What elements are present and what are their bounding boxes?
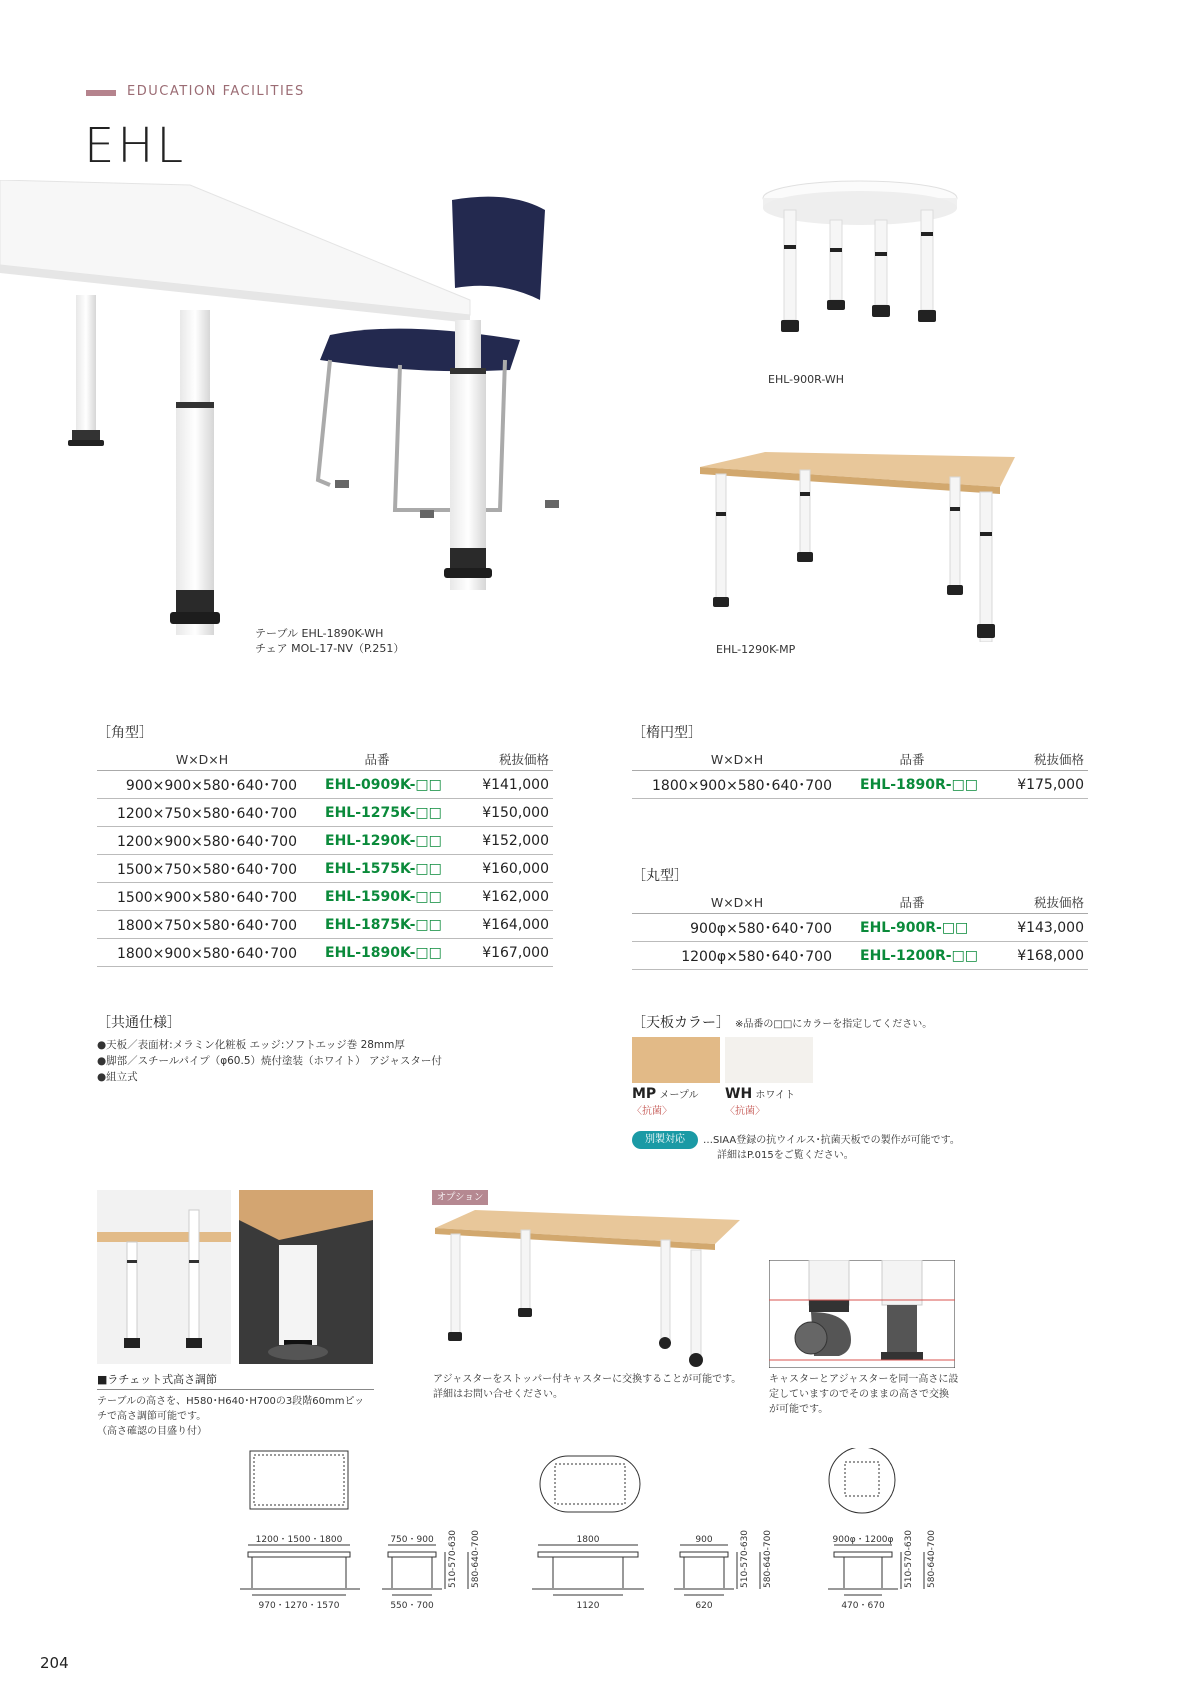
dim-label: 550・700 (390, 1601, 434, 1611)
col-header-code: 品番 (307, 748, 447, 771)
dimension-drawings (210, 1448, 980, 1623)
option-tag: オプション (432, 1190, 488, 1205)
row-code: EHL-1590K-□□ (307, 883, 447, 911)
table-row (97, 827, 553, 855)
row-code: EHL-1290K-□□ (307, 827, 447, 855)
option-text (433, 1372, 741, 1402)
swatch-white (725, 1037, 813, 1083)
row-price: ¥164,000 (447, 911, 553, 939)
ratchet-photo-2 (239, 1190, 373, 1364)
dim-label: 580-640-700 (927, 1529, 937, 1588)
round-table-photo (755, 180, 965, 360)
col-header-price: 税抜価格 (982, 748, 1088, 771)
swatch-white-name: ホワイト (755, 1090, 796, 1101)
dim-label: 750・900 (390, 1535, 434, 1545)
row-dim: 1500×750×580･640･700 (97, 855, 307, 883)
round-table-heading: ［丸型］ (632, 868, 688, 884)
ratchet-title: ■ラチェット式高さ調節 (97, 1373, 218, 1386)
dim-label: 510-570-630 (904, 1529, 914, 1588)
round-table-caption: EHL-900R-WH (768, 373, 844, 386)
common-spec-list (97, 1037, 442, 1085)
row-code: EHL-900R-□□ (842, 914, 982, 942)
common-spec-heading: ［共通仕様］ (97, 1015, 181, 1031)
row-code: EHL-0909K-□□ (307, 771, 447, 799)
oval-price-table (632, 748, 1088, 799)
dim-label: 1200・1500・1800 (255, 1535, 343, 1545)
ratchet-line: テーブルの高さを、H580･H640･H700の3段階60mmピッ (97, 1396, 365, 1407)
swatch-white-label (725, 1086, 795, 1102)
top-color-heading: ［天板カラー］ (632, 1015, 730, 1031)
row-dim: 1200×900×580･640･700 (97, 827, 307, 855)
row-code: EHL-1890K-□□ (307, 939, 447, 967)
caster-text (769, 1372, 958, 1417)
ratchet-text (97, 1394, 364, 1439)
section-label: EDUCATION FACILITIES (127, 84, 305, 99)
table-header-row (97, 748, 553, 771)
table-header-row (632, 891, 1088, 914)
row-dim: 1800×750×580･640･700 (97, 911, 307, 939)
square-price-table (97, 748, 553, 967)
col-header-price: 税抜価格 (447, 748, 553, 771)
maple-table-caption: EHL-1290K-MP (716, 643, 796, 656)
swatch-maple-name: メープル (659, 1090, 699, 1101)
swatch-maple-sub: 〈抗菌〉 (632, 1106, 672, 1117)
table-row (97, 911, 553, 939)
row-code: EHL-1275K-□□ (307, 799, 447, 827)
section-marker (86, 90, 116, 96)
dim-label: 510-570-630 (740, 1529, 750, 1588)
caster-line: キャスターとアジャスターを同一高さに設 (769, 1374, 959, 1385)
special-order-note-line1: …SIAA登録の抗ウイルス･抗菌天板での製作が可能です。 (703, 1135, 960, 1146)
page-number: 204 (40, 1654, 69, 1672)
spec-item: ●脚部／スチールパイプ（φ60.5）焼付塗装（ホワイト） アジャスター付 (97, 1055, 442, 1067)
main-product-photo (0, 180, 560, 640)
swatch-white-sub: 〈抗菌〉 (725, 1106, 765, 1117)
swatch-maple-label (632, 1086, 699, 1102)
main-photo-caption-line2: チェア MOL-17-NV（P.251） (255, 642, 405, 655)
row-code: EHL-1875K-□□ (307, 911, 447, 939)
col-header-dim: W×D×H (632, 748, 842, 771)
dim-label: 510-570-630 (448, 1529, 458, 1588)
dim-label: 900φ・1200φ (832, 1535, 894, 1545)
ratchet-line: チで高さ調節可能です。 (97, 1411, 207, 1422)
dim-label: 970・1270・1570 (258, 1601, 340, 1611)
row-dim: 1200×750×580･640･700 (97, 799, 307, 827)
round-price-table (632, 891, 1088, 970)
table-row (97, 855, 553, 883)
table-row (97, 883, 553, 911)
maple-table-photo (700, 452, 1020, 642)
row-price: ¥143,000 (982, 914, 1088, 942)
option-line: アジャスターをストッパー付キャスターに交換することが可能です。 (433, 1374, 742, 1385)
caster-line: 定していますのでそのままの高さで交換 (769, 1389, 949, 1400)
dim-label: 470・670 (841, 1601, 885, 1611)
swatch-maple (632, 1037, 720, 1083)
product-title: EHL (84, 118, 187, 174)
col-header-price: 税抜価格 (982, 891, 1088, 914)
dim-label: 580-640-700 (471, 1529, 481, 1588)
row-code: EHL-1575K-□□ (307, 855, 447, 883)
oval-table-heading: ［楕円型］ (632, 725, 702, 741)
spec-item: ●天板／表面材:メラミン化粧板 エッジ:ソフトエッジ巻 28mm厚 (97, 1039, 405, 1051)
special-order-badge: 別製対応 (632, 1131, 698, 1149)
col-header-dim: W×D×H (632, 891, 842, 914)
top-color-note: ※品番の□□にカラーを指定してください。 (735, 1019, 933, 1030)
spec-item: ●組立式 (97, 1071, 138, 1083)
row-price: ¥141,000 (447, 771, 553, 799)
col-header-dim: W×D×H (97, 748, 307, 771)
dim-label: 1120 (576, 1601, 600, 1611)
table-row (97, 799, 553, 827)
row-dim: 1500×900×580･640･700 (97, 883, 307, 911)
row-price: ¥175,000 (982, 771, 1088, 799)
square-table-heading: ［角型］ (97, 725, 153, 741)
dim-label: 620 (695, 1601, 713, 1611)
table-row (97, 771, 553, 799)
row-price: ¥152,000 (447, 827, 553, 855)
swatch-maple-code: MP (632, 1086, 657, 1102)
row-dim: 1800×900×580･640･700 (632, 771, 842, 799)
col-header-code: 品番 (842, 891, 982, 914)
table-row (632, 914, 1088, 942)
table-row (97, 939, 553, 967)
col-header-code: 品番 (842, 748, 982, 771)
row-price: ¥168,000 (982, 942, 1088, 970)
ratchet-photo-1 (97, 1190, 231, 1364)
dim-label: 1800 (576, 1535, 600, 1545)
row-code: EHL-1890R-□□ (842, 771, 982, 799)
row-dim: 900φ×580･640･700 (632, 914, 842, 942)
dim-label: 900 (695, 1535, 713, 1545)
row-dim: 1200φ×580･640･700 (632, 942, 842, 970)
caster-option-photo (435, 1210, 740, 1368)
main-photo-caption-line1: テーブル EHL-1890K-WH (255, 627, 384, 640)
table-row (632, 771, 1088, 799)
row-price: ¥150,000 (447, 799, 553, 827)
table-header-row (632, 748, 1088, 771)
caster-line: が可能です。 (769, 1404, 829, 1415)
row-price: ¥160,000 (447, 855, 553, 883)
swatch-white-code: WH (725, 1086, 753, 1102)
option-line: 詳細はお問い合せください。 (433, 1389, 563, 1400)
row-dim: 1800×900×580･640･700 (97, 939, 307, 967)
special-order-note-line2: 詳細はP.015をご覧ください。 (717, 1150, 854, 1161)
table-row (632, 942, 1088, 970)
ratchet-divider (97, 1389, 374, 1390)
row-code: EHL-1200R-□□ (842, 942, 982, 970)
caster-adjuster-compare-photo (769, 1260, 955, 1368)
row-price: ¥162,000 (447, 883, 553, 911)
row-dim: 900×900×580･640･700 (97, 771, 307, 799)
ratchet-line: （高さ確認の目盛り付） (97, 1426, 207, 1437)
dim-label: 580-640-700 (763, 1529, 773, 1588)
row-price: ¥167,000 (447, 939, 553, 967)
